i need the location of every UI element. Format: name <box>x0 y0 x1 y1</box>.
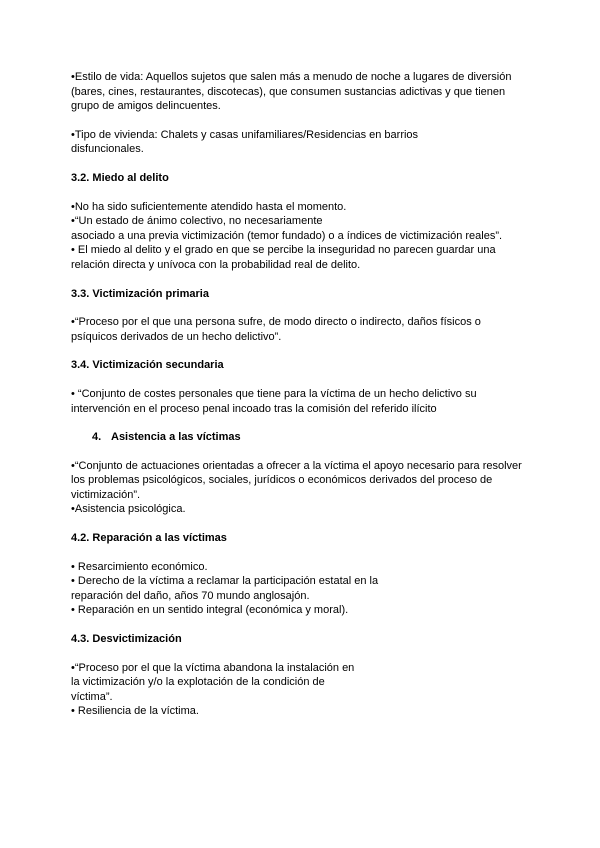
text-line: • El miedo al delito y el grado en que se percibe la inseguridad no parecen guardar una <box>71 244 496 257</box>
text-line: •Tipo de vivienda: Chalets y casas unifamiliares/Residencias en barrios <box>71 128 419 141</box>
text-line: •Asistencia psicológica. <box>71 503 186 516</box>
heading-victimizacion-primaria: 3.3. Victimización primaria <box>71 287 209 300</box>
text-line: •“Conjunto de actuaciones orientadas a ofrecer a la víctima el apoyo necesario para resolver <box>71 459 522 472</box>
text-line: disfuncionales. <box>71 143 144 156</box>
paragraph-victimizacion-primaria <box>71 315 551 344</box>
text-line: • Derecho de la víctima a reclamar la participación estatal en la <box>71 575 379 588</box>
text-line: relación directa y unívoca con la probabilidad real de delito. <box>71 258 361 271</box>
text-line: grupo de amigos delincuentes. <box>71 100 221 113</box>
text-line: intervención en el proceso penal incoado tras la comisión del referido ilícito <box>71 402 437 415</box>
text-line: psíquicos derivados de un hecho delictivo”. <box>71 330 282 343</box>
heading-miedo-al-delito: 3.2. Miedo al delito <box>71 171 169 184</box>
text-line: •No ha sido suficientemente atendido hasta el momento. <box>71 200 347 213</box>
text-line: la victimización y/o la explotación de la condición de <box>71 676 325 689</box>
text-line: • Resarcimiento económico. <box>71 560 208 573</box>
text-line: •“Proceso por el que la víctima abandona la instalación en <box>71 661 355 674</box>
text-line: •“Un estado de ánimo colectivo, no necesariamente <box>71 215 323 228</box>
text-line: los problemas psicológicos, sociales, jurídicos o económicos derivados del proceso de <box>71 474 493 487</box>
text-line: victimización”. <box>71 488 141 501</box>
paragraph-tipo-de-vivienda <box>71 128 551 157</box>
heading-reparacion-a-las-victimas: 4.2. Reparación a las víctimas <box>71 532 227 545</box>
text-line: asociado a una previa victimización (temor fundado) o a índices de victimización reales”. <box>71 229 503 242</box>
paragraph-miedo-al-delito <box>71 200 551 273</box>
document-page <box>71 70 551 719</box>
text-line: víctima”. <box>71 690 113 703</box>
heading-victimizacion-secundaria: 3.4. Victimización secundaria <box>71 359 224 372</box>
text-line: •“Proceso por el que una persona sufre, de modo directo o indirecto, daños físicos o <box>71 316 481 329</box>
heading-text: Asistencia a las víctimas <box>111 431 241 444</box>
heading-desvictimizacion: 4.3. Desvictimización <box>71 633 182 646</box>
paragraph-reparacion <box>71 560 551 618</box>
paragraph-estilo-de-vida <box>71 70 551 114</box>
text-line: • Reparación en un sentido integral (económica y moral). <box>71 604 349 617</box>
text-line: reparación del daño, años 70 mundo anglosajón. <box>71 589 310 602</box>
text-line: • Resiliencia de la víctima. <box>71 705 199 718</box>
paragraph-victimizacion-secundaria <box>71 387 551 416</box>
paragraph-desvictimizacion <box>71 661 551 719</box>
text-line: •Estilo de vida: Aquellos sujetos que salen más a menudo de noche a lugares de diversión <box>71 71 512 83</box>
text-line: • “Conjunto de costes personales que tiene para la víctima de un hecho delictivo su <box>71 387 477 400</box>
heading-asistencia-a-las-victimas <box>71 430 551 445</box>
text-line: (bares, cines, restaurantes, discotecas), que consumen sustancias adictivas y que tienen <box>71 85 506 98</box>
heading-number: 4. <box>92 431 102 444</box>
paragraph-asistencia <box>71 459 551 517</box>
